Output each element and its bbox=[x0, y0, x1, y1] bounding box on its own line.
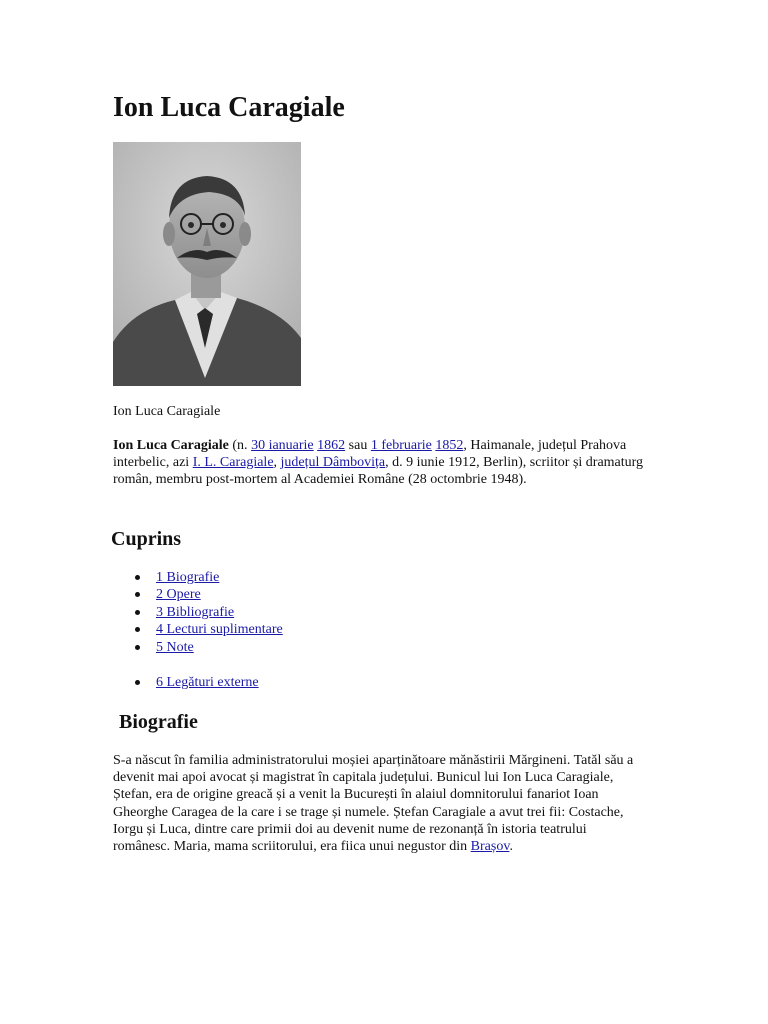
toc-item bbox=[113, 586, 283, 603]
toc-link-legaturi-externe[interactable]: 6 Legături externe bbox=[156, 675, 259, 690]
toc-heading: Cuprins bbox=[111, 528, 182, 550]
intro-paragraph bbox=[113, 437, 648, 488]
toc-link-biografie[interactable]: 1 Biografie bbox=[156, 570, 220, 585]
portrait-photo bbox=[113, 142, 301, 386]
intro-text: , Haimanale, județul Prahova interbelic, azi bbox=[113, 438, 627, 470]
toc-link-lecturi-suplimentare[interactable]: 4 Lecturi suplimentare bbox=[156, 622, 283, 638]
toc-item bbox=[113, 621, 283, 638]
link-1-februarie[interactable]: 1 februarie bbox=[370, 438, 432, 453]
link-il-caragiale[interactable]: I. L. Caragiale bbox=[192, 455, 274, 470]
toc-link-opere[interactable]: 2 Opere bbox=[156, 587, 201, 603]
toc-list bbox=[113, 569, 283, 656]
toc-link-note[interactable]: 5 Note bbox=[156, 639, 194, 655]
link-30-ianuarie[interactable]: 30 ianuarie bbox=[251, 438, 314, 453]
intro-text: (n. bbox=[228, 438, 252, 453]
biografie-paragraph bbox=[113, 752, 643, 855]
link-1862[interactable]: 1862 bbox=[317, 438, 346, 453]
page-title: Ion Luca Caragiale bbox=[113, 92, 345, 123]
toc-item bbox=[113, 674, 259, 691]
toc-link-bibliografie[interactable]: 3 Bibliografie bbox=[156, 604, 235, 620]
image-caption: Ion Luca Caragiale bbox=[113, 404, 221, 419]
intro-text: sau bbox=[345, 438, 371, 453]
link-1852[interactable]: 1852 bbox=[435, 438, 464, 453]
biografie-text: S-a născut în familia administratorului moșiei aparținătoare mănăstirii Mărgineni. Tatăl său a devenit mai apoi avocat și magistrat în capitala județului. Bunicul lui Ion Luca Caragiale, Ștefan, era de origine greacă și a venit la București în alaiul domnitorului fanariot Ioan Gheorghe Caragea de la care i se trage și numele. Ștefan Caragiale a avut trei fii: Costache, Iorgu și Luca, dintre care primii doi au devenit nume de rezonanță în istoria teatrului românesc. Maria, mama scriitorului, era fiica unui negustor din bbox=[113, 753, 634, 855]
biografie-text-end: . bbox=[509, 839, 513, 855]
toc-list-extra bbox=[113, 674, 259, 691]
link-judetul-dambovita[interactable]: județul Dâmbovița bbox=[280, 455, 386, 470]
link-brasov[interactable]: Brașov bbox=[470, 839, 510, 855]
section-heading-biografie: Biografie bbox=[119, 711, 198, 733]
intro-text: , bbox=[273, 455, 281, 470]
toc-item bbox=[113, 569, 283, 586]
toc-item bbox=[113, 639, 283, 656]
toc-item bbox=[113, 604, 283, 621]
intro-name-bold: Ion Luca Caragiale bbox=[113, 438, 229, 453]
intro-text: , d. 9 iunie 1912, Berlin), scriitor și dramaturg român, membru post-mortem al Academiei Române (28 octombrie 1948). bbox=[113, 455, 644, 487]
